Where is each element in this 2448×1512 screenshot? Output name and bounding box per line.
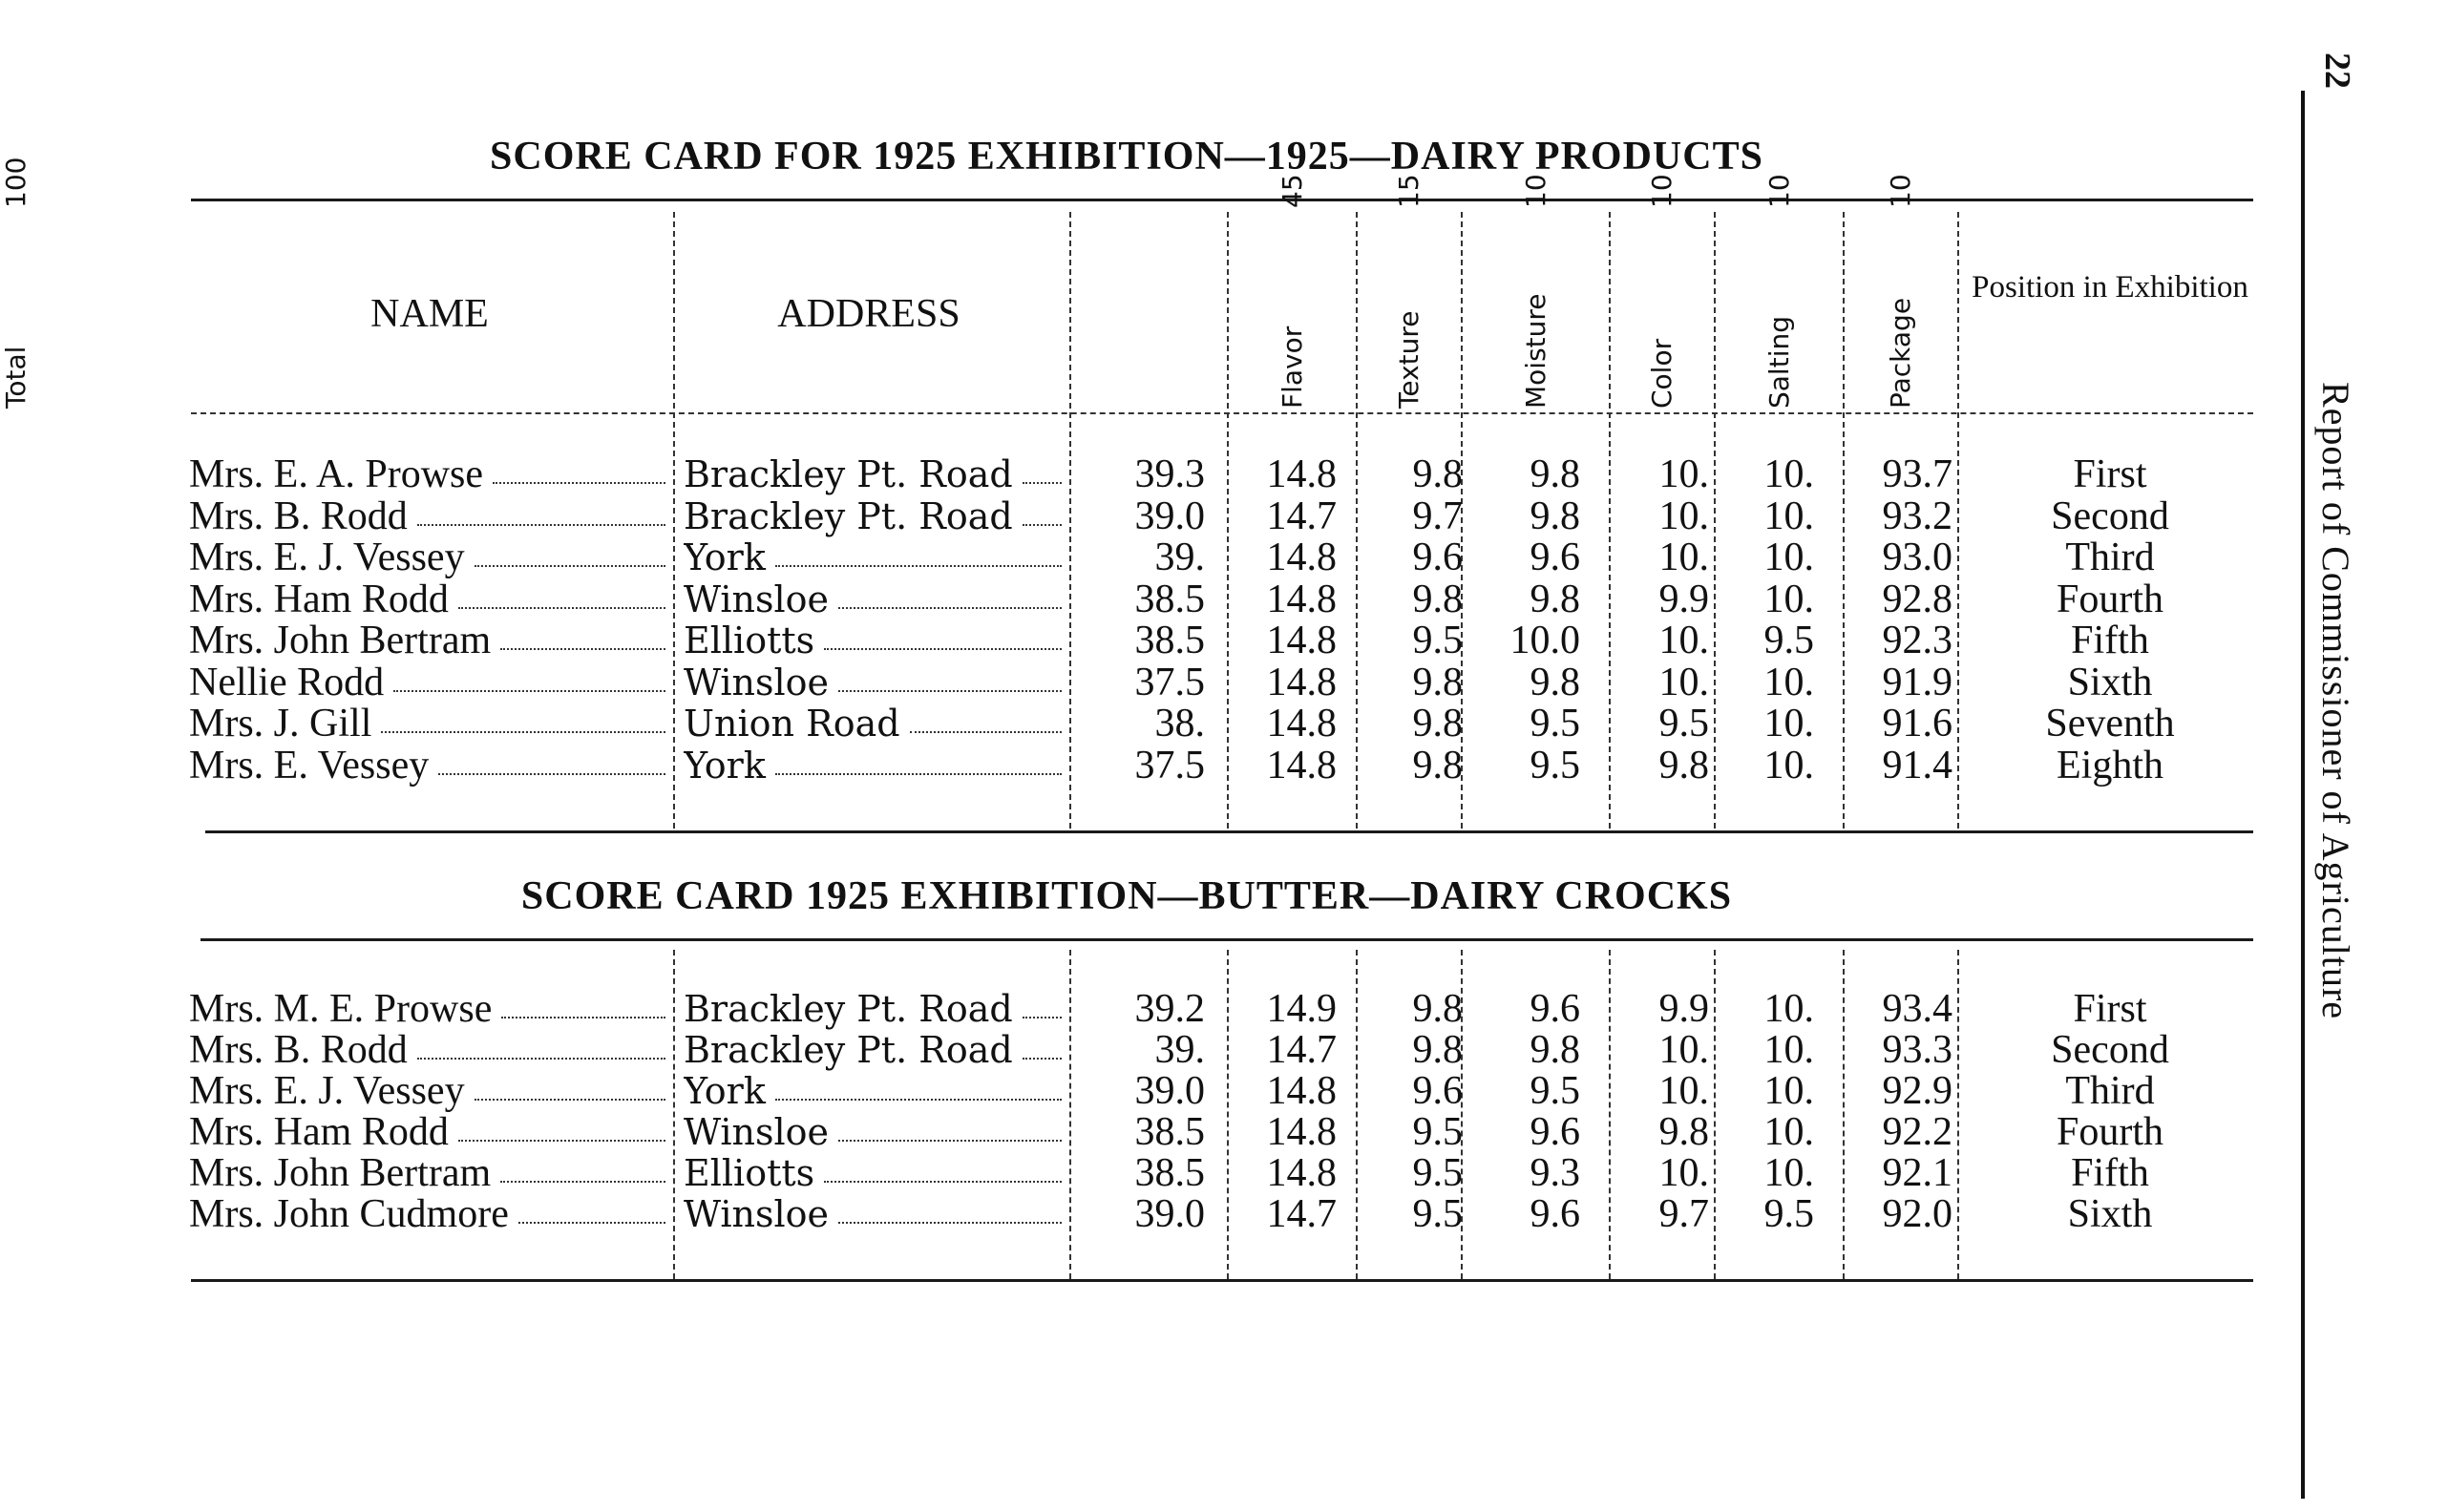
criterion-label: Color: [1646, 338, 1678, 409]
dot-leader: [775, 1099, 1062, 1101]
criterion-points: 100: [0, 157, 32, 208]
address-column-header: ADDRESS: [777, 292, 960, 336]
package-cell: 9.5: [1763, 1192, 1814, 1236]
table1-title: SCORE CARD FOR 1925 EXHIBITION—1925—DAIRY PRODUCTS: [490, 135, 1763, 178]
criterion-header-moisture: [1519, 174, 1551, 409]
color-cell: 9.8: [1530, 494, 1580, 538]
criterion-label: Flavor: [1276, 326, 1308, 409]
table-row: [0, 988, 2291, 1030]
address-cell: [684, 988, 1067, 1030]
address-text: Brackley Pt. Road: [684, 988, 1013, 1030]
address-cell: [684, 1193, 1067, 1235]
table2-title: SCORE CARD 1925 EXHIBITION—BUTTER—DAIRY CROCKS: [520, 874, 1733, 918]
moisture-cell: 9.8: [1412, 660, 1463, 704]
name-text: Mrs. M. E. Prowse: [189, 988, 493, 1030]
criterion-header-color: [1646, 174, 1678, 409]
package-cell: 10.: [1763, 536, 1814, 579]
moisture-cell: 9.8: [1412, 452, 1463, 496]
total-cell: 91.6: [1882, 702, 1952, 746]
texture-cell: 14.8: [1266, 1151, 1337, 1195]
flavor-cell: 39.3: [1134, 452, 1205, 496]
address-text: Winsloe: [684, 578, 830, 620]
flavor-cell: 37.5: [1134, 743, 1205, 788]
dot-leader: [838, 607, 1062, 609]
table1-header-rule: [191, 412, 2253, 414]
name-cell: [189, 1029, 671, 1071]
criterion-points: 10: [1646, 174, 1678, 208]
position-column-header: Position in Exhibition: [1972, 270, 2248, 304]
color-cell: 9.6: [1530, 1110, 1580, 1154]
color-cell: 10.0: [1509, 619, 1580, 662]
texture-cell: 14.8: [1266, 619, 1337, 662]
name-cell: [189, 1070, 671, 1112]
name-text: Mrs. E. Vessey: [189, 744, 430, 787]
dot-leader: [838, 1222, 1062, 1224]
name-text: Mrs. Ham Rodd: [189, 1111, 449, 1153]
flavor-cell: 39.: [1154, 536, 1205, 579]
position-cell: Second: [2051, 1028, 2169, 1072]
name-text: Mrs. E. J. Vessey: [189, 1070, 465, 1112]
dot-leader: [1023, 1058, 1062, 1060]
flavor-cell: 38.5: [1134, 1110, 1205, 1154]
criterion-header-package: [1885, 174, 1916, 409]
position-cell: Second: [2051, 494, 2169, 538]
dot-leader: [775, 773, 1062, 775]
salting-cell: 10.: [1658, 660, 1709, 704]
moisture-cell: 9.5: [1412, 1151, 1463, 1195]
criterion-label: Salting: [1762, 316, 1795, 409]
name-cell: [189, 662, 671, 704]
criterion-points: 10: [1519, 174, 1551, 208]
dot-leader: [501, 1017, 665, 1018]
package-cell: 10.: [1763, 1069, 1814, 1113]
name-text: Mrs. E. A. Prowse: [189, 453, 484, 495]
name-text: Mrs. B. Rodd: [189, 1029, 408, 1071]
moisture-cell: 9.5: [1412, 1192, 1463, 1236]
salting-cell: 9.7: [1658, 1192, 1709, 1236]
dot-leader: [838, 690, 1062, 692]
position-cell: Sixth: [2067, 660, 2153, 704]
address-cell: [684, 745, 1067, 787]
texture-cell: 14.9: [1266, 987, 1337, 1031]
total-cell: 92.2: [1882, 1110, 1952, 1154]
name-cell: [189, 453, 671, 495]
total-cell: 93.2: [1882, 494, 1952, 538]
dot-leader: [838, 1140, 1062, 1142]
name-cell: [189, 703, 671, 745]
moisture-cell: 9.6: [1412, 1069, 1463, 1113]
name-cell: [189, 988, 671, 1030]
name-cell: [189, 1193, 671, 1235]
table2-top-rule: [200, 938, 2253, 941]
package-cell: 10.: [1763, 1110, 1814, 1154]
salting-cell: 10.: [1658, 619, 1709, 662]
address-cell: [684, 1111, 1067, 1153]
page-number: 22: [2317, 52, 2357, 89]
address-text: Elliotts: [684, 1152, 815, 1194]
address-cell: [684, 662, 1067, 704]
criterion-label: Total: [0, 346, 32, 409]
total-cell: 92.1: [1882, 1151, 1952, 1195]
dot-leader: [500, 648, 665, 650]
flavor-cell: 38.5: [1134, 577, 1205, 621]
texture-cell: 14.7: [1266, 1028, 1337, 1072]
address-text: Winsloe: [684, 661, 830, 704]
address-text: York: [684, 1070, 766, 1112]
dot-leader: [458, 607, 665, 609]
criterion-header-total: [0, 157, 32, 409]
total-cell: 93.0: [1882, 536, 1952, 579]
position-cell: Fourth: [2056, 577, 2163, 621]
name-text: Mrs. John Cudmore: [189, 1193, 509, 1235]
criterion-header-texture: [1393, 174, 1424, 409]
table-row: [0, 578, 2291, 620]
moisture-cell: 9.8: [1412, 743, 1463, 788]
dot-leader: [381, 731, 665, 733]
criterion-header-salting: [1762, 174, 1795, 409]
position-cell: Sixth: [2067, 1192, 2153, 1236]
position-cell: Seventh: [2045, 702, 2175, 746]
name-text: Nellie Rodd: [189, 661, 385, 704]
address-text: York: [684, 744, 766, 787]
color-cell: 9.6: [1530, 987, 1580, 1031]
color-cell: 9.8: [1530, 577, 1580, 621]
moisture-cell: 9.5: [1412, 619, 1463, 662]
address-text: Union Road: [684, 703, 900, 745]
moisture-cell: 9.7: [1412, 494, 1463, 538]
dot-leader: [518, 1222, 665, 1224]
total-cell: 93.3: [1882, 1028, 1952, 1072]
moisture-cell: 9.8: [1412, 1028, 1463, 1072]
total-cell: 93.7: [1882, 452, 1952, 496]
name-cell: [189, 620, 671, 662]
dot-leader: [1023, 524, 1062, 526]
texture-cell: 14.8: [1266, 452, 1337, 496]
moisture-cell: 9.8: [1412, 577, 1463, 621]
moisture-cell: 9.5: [1412, 1110, 1463, 1154]
table-row: [0, 745, 2291, 787]
name-text: Mrs. J. Gill: [189, 703, 372, 745]
name-text: Mrs. B. Rodd: [189, 494, 408, 537]
position-cell: Fourth: [2056, 1110, 2163, 1154]
flavor-cell: 39.0: [1134, 1192, 1205, 1236]
color-cell: 9.6: [1530, 1192, 1580, 1236]
total-cell: 91.9: [1882, 660, 1952, 704]
table1-top-rule: [191, 199, 2253, 201]
position-cell: Fifth: [2071, 1151, 2149, 1195]
salting-cell: 9.8: [1658, 743, 1709, 788]
criterion-points: 45: [1276, 174, 1308, 208]
address-cell: [684, 1029, 1067, 1071]
flavor-cell: 39.0: [1134, 1069, 1205, 1113]
salting-cell: 10.: [1658, 536, 1709, 579]
name-cell: [189, 1152, 671, 1194]
address-text: Winsloe: [684, 1111, 830, 1153]
flavor-cell: 39.0: [1134, 494, 1205, 538]
dot-leader: [417, 1058, 665, 1060]
position-cell: First: [2073, 987, 2147, 1031]
flavor-cell: 38.5: [1134, 619, 1205, 662]
dot-leader: [824, 648, 1062, 650]
name-cell: [189, 745, 671, 787]
table-row: [0, 1193, 2291, 1235]
dot-leader: [910, 731, 1062, 733]
address-cell: [684, 453, 1067, 495]
package-cell: 10.: [1763, 743, 1814, 788]
package-cell: 10.: [1763, 452, 1814, 496]
address-cell: [684, 620, 1067, 662]
name-cell: [189, 495, 671, 537]
package-cell: 10.: [1763, 702, 1814, 746]
salting-cell: 9.5: [1658, 702, 1709, 746]
address-text: York: [684, 536, 766, 578]
color-cell: 9.8: [1530, 452, 1580, 496]
dot-leader: [475, 565, 665, 567]
table-row: [0, 620, 2291, 662]
total-cell: 92.3: [1882, 619, 1952, 662]
criterion-label: Package: [1885, 297, 1916, 409]
texture-cell: 14.8: [1266, 1069, 1337, 1113]
name-cell: [189, 578, 671, 620]
table-row: [0, 1111, 2291, 1153]
total-cell: 93.4: [1882, 987, 1952, 1031]
name-cell: [189, 536, 671, 578]
salting-cell: 10.: [1658, 452, 1709, 496]
address-text: Brackley Pt. Road: [684, 453, 1013, 495]
package-cell: 10.: [1763, 660, 1814, 704]
package-cell: 10.: [1763, 1028, 1814, 1072]
criterion-label: Texture: [1393, 310, 1424, 409]
salting-cell: 9.9: [1658, 987, 1709, 1031]
flavor-cell: 38.: [1154, 702, 1205, 746]
dot-leader: [475, 1099, 665, 1101]
address-cell: [684, 578, 1067, 620]
color-cell: 9.8: [1530, 660, 1580, 704]
address-text: Winsloe: [684, 1193, 830, 1235]
dot-leader: [775, 565, 1062, 567]
dot-leader: [1023, 1017, 1062, 1018]
moisture-cell: 9.6: [1412, 536, 1463, 579]
salting-cell: 9.9: [1658, 577, 1709, 621]
texture-cell: 14.8: [1266, 1110, 1337, 1154]
name-text: Mrs. John Bertram: [189, 1152, 492, 1194]
table-row: [0, 703, 2291, 745]
table-row: [0, 536, 2291, 578]
criterion-header-flavor: [1276, 174, 1308, 409]
total-cell: 92.8: [1882, 577, 1952, 621]
color-cell: 9.8: [1530, 1028, 1580, 1072]
dot-leader: [824, 1181, 1062, 1183]
running-title: Report of Commissioner of Agriculture: [2314, 382, 2357, 1020]
table-row: [0, 662, 2291, 704]
texture-cell: 14.8: [1266, 743, 1337, 788]
salting-cell: 10.: [1658, 1151, 1709, 1195]
criterion-label: Moisture: [1519, 293, 1551, 409]
name-column-header: NAME: [370, 292, 489, 336]
table-row: [0, 1070, 2291, 1112]
texture-cell: 14.8: [1266, 577, 1337, 621]
moisture-cell: 9.8: [1412, 987, 1463, 1031]
salting-cell: 10.: [1658, 494, 1709, 538]
address-cell: [684, 1152, 1067, 1194]
texture-cell: 14.7: [1266, 494, 1337, 538]
texture-cell: 14.8: [1266, 660, 1337, 704]
table-row: [0, 1029, 2291, 1071]
texture-cell: 14.8: [1266, 702, 1337, 746]
dot-leader: [417, 524, 665, 526]
dot-leader: [458, 1140, 665, 1142]
dot-leader: [500, 1181, 665, 1183]
table1-bottom-rule: [205, 830, 2253, 833]
position-cell: Third: [2065, 1069, 2155, 1113]
address-cell: [684, 495, 1067, 537]
name-cell: [189, 1111, 671, 1153]
texture-cell: 14.8: [1266, 536, 1337, 579]
moisture-cell: 9.8: [1412, 702, 1463, 746]
position-cell: Eighth: [2057, 743, 2163, 788]
total-cell: 92.0: [1882, 1192, 1952, 1236]
dot-leader: [438, 773, 665, 775]
flavor-cell: 39.2: [1134, 987, 1205, 1031]
margin-rule: [2301, 91, 2305, 1499]
salting-cell: 10.: [1658, 1028, 1709, 1072]
criterion-points: 10: [1885, 174, 1916, 208]
address-cell: [684, 703, 1067, 745]
address-text: Brackley Pt. Road: [684, 494, 1013, 537]
name-text: Mrs. E. J. Vessey: [189, 536, 465, 578]
flavor-cell: 37.5: [1134, 660, 1205, 704]
name-text: Mrs. Ham Rodd: [189, 578, 449, 620]
color-cell: 9.5: [1530, 702, 1580, 746]
table-row: [0, 495, 2291, 537]
package-cell: 10.: [1763, 987, 1814, 1031]
position-cell: Third: [2065, 536, 2155, 579]
criterion-points: 10: [1762, 174, 1795, 208]
total-cell: 92.9: [1882, 1069, 1952, 1113]
address-cell: [684, 1070, 1067, 1112]
package-cell: 9.5: [1763, 619, 1814, 662]
flavor-cell: 38.5: [1134, 1151, 1205, 1195]
address-text: Elliotts: [684, 620, 815, 662]
salting-cell: 10.: [1658, 1069, 1709, 1113]
salting-cell: 9.8: [1658, 1110, 1709, 1154]
package-cell: 10.: [1763, 494, 1814, 538]
name-text: Mrs. John Bertram: [189, 620, 492, 662]
color-cell: 9.5: [1530, 743, 1580, 788]
position-cell: Fifth: [2071, 619, 2149, 662]
package-cell: 10.: [1763, 1151, 1814, 1195]
dot-leader: [493, 482, 665, 484]
texture-cell: 14.7: [1266, 1192, 1337, 1236]
package-cell: 10.: [1763, 577, 1814, 621]
color-cell: 9.6: [1530, 536, 1580, 579]
flavor-cell: 39.: [1154, 1028, 1205, 1072]
criterion-points: 15: [1393, 174, 1424, 208]
table2-bottom-rule: [191, 1279, 2253, 1282]
color-cell: 9.3: [1530, 1151, 1580, 1195]
total-cell: 91.4: [1882, 743, 1952, 788]
address-text: Brackley Pt. Road: [684, 1029, 1013, 1071]
table-row: [0, 1152, 2291, 1194]
position-cell: First: [2073, 452, 2147, 496]
color-cell: 9.5: [1530, 1069, 1580, 1113]
dot-leader: [1023, 482, 1062, 484]
table-row: [0, 453, 2291, 495]
address-cell: [684, 536, 1067, 578]
dot-leader: [393, 690, 665, 692]
